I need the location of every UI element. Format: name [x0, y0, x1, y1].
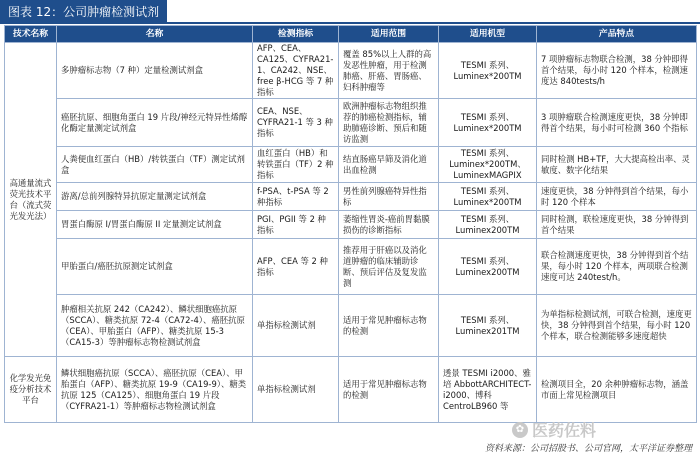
scope-cell: 推荐用于肝癌以及消化道肿瘤的临床辅助诊断、预后评估及复发监测 [339, 239, 439, 295]
watermark [512, 418, 596, 441]
scope-cell: 适用于常见肿瘤标志物的检测 [339, 295, 439, 357]
table-header-row [5, 26, 697, 43]
indicator-cell: 血红蛋白（HB）和转铁蛋白（TF）2 种指标 [253, 147, 339, 183]
table-row [5, 99, 697, 147]
model-cell: TESMI 系列、Luminex200TM [439, 239, 537, 295]
indicator-cell: 单指标检测试剂 [253, 295, 339, 357]
source-note: 资料来源：公司招股书、公司官网，太平洋证券整理 [484, 444, 692, 454]
model-cell: TESMI 系列、Luminex*200TM、LuminexMAGPIX [439, 147, 537, 183]
header-scope: 适用范围 [339, 26, 439, 43]
feature-cell: 同时检测，联检速度更快，38 分钟得到首个结果 [537, 211, 697, 239]
scope-cell: 男性前列腺癌特异性指标 [339, 183, 439, 211]
wechat-icon: ✿ [512, 422, 528, 438]
table-row [5, 147, 697, 183]
name-cell: 癌胚抗原、细胞角蛋白 19 片段/神经元特异性烯醇化酶定量测定试剂盒 [57, 99, 253, 147]
model-cell: TESMI 系列、Luminex201TM [439, 295, 537, 357]
scope-cell: 覆盖 85%以上人群的高发恶性肿瘤，用于检测肺癌、肝癌、胃肠癌、妇科肿瘤等 [339, 43, 439, 99]
model-cell: TESMI 系列、Luminex*200TM [439, 99, 537, 147]
title-rule [167, 0, 700, 24]
feature-cell: 同时检测 HB+TF，大大提高检出率、灵敏度、数字化结果 [537, 147, 697, 183]
indicator-cell: CEA、NSE、CYFRA21-1 等 3 种指标 [253, 99, 339, 147]
indicator-cell: f-PSA、t-PSA 等 2 种指标 [253, 183, 339, 211]
tech-cell: 高通量流式荧光技术平台（流式荧光发光法） [5, 43, 57, 357]
figure-label: 图表 12：公司肿瘤检测试剂 [0, 0, 167, 24]
name-cell: 人粪便血红蛋白（HB）/转铁蛋白（TF）测定试剂盒 [57, 147, 253, 183]
watermark-text: 医药佐料 [531, 421, 596, 440]
scope-cell: 萎缩性胃炎-癌前胃黏膜损伤的诊断指标 [339, 211, 439, 239]
name-cell: 多肿瘤标志物（7 种）定量检测试剂盒 [57, 43, 253, 99]
indicator-cell: 单指标检测试剂 [253, 357, 339, 423]
scope-cell: 适用于常见肿瘤标志物的检测 [339, 357, 439, 423]
name-cell: 甲胎蛋白/癌胚抗原测定试剂盒 [57, 239, 253, 295]
feature-cell: 检测项目全，20 余种肿瘤标志物，涵盖市面上常见检测项目 [537, 357, 697, 423]
name-cell: 胃蛋白酶原 I/胃蛋白酶原 II 定量测定试剂盒 [57, 211, 253, 239]
table-row [5, 239, 697, 295]
figure-title-bar [0, 0, 700, 24]
table-row [5, 43, 697, 99]
table-row [5, 295, 697, 357]
model-cell: TESMI 系列、Luminex200TM [439, 211, 537, 239]
header-tech: 技术名称 [5, 26, 57, 43]
name-cell: 游离/总前列腺特异抗原定量测定试剂盒 [57, 183, 253, 211]
scope-cell: 结直肠癌早筛及消化道出血检测 [339, 147, 439, 183]
indicator-cell: AFP、CEA、CA125、CYFRA21-1、CA242、NSE、free β-HCG 等 7 种指标 [253, 43, 339, 99]
model-cell: TESMI 系列、Luminex*200TM [439, 43, 537, 99]
name-cell: 肿瘤相关抗原 242（CA242）、鳞状细胞癌抗原（SCCA）、糖类抗原 72-4（CA72-4）、癌胚抗原（CEA）、甲胎蛋白（AFP）、糖类抗原 15-3（CA15-3）等肿瘤标志物检测试剂盒 [57, 295, 253, 357]
feature-cell: 速度更快，38 分钟得到首个结果，每小时 120 个样本 [537, 183, 697, 211]
model-cell: 透景 TESMI i2000、雅培 AbbottARCHITECT-i2000、博科 CentroLB960 等 [439, 357, 537, 423]
header-name: 名称 [57, 26, 253, 43]
header-feature: 产品特点 [537, 26, 697, 43]
header-indicator: 检测指标 [253, 26, 339, 43]
header-model: 适用机型 [439, 26, 537, 43]
feature-cell: 为单指标检测试剂，可联合检测，速度更快，38 分钟得到首个结果，每小时 120 个样本，联合检测能够多速度超快 [537, 295, 697, 357]
feature-cell: 3 项肿瘤联合检测速度更快，38 分钟即得首个结果，每小时可检测 360 个指标 [537, 99, 697, 147]
indicator-cell: AFP、CEA 等 2 种指标 [253, 239, 339, 295]
product-table [4, 25, 697, 423]
table-row [5, 183, 697, 211]
indicator-cell: PGI、PGII 等 2 种指标 [253, 211, 339, 239]
table-row [5, 357, 697, 423]
tech-cell: 化学发光免疫分析技术平台 [5, 357, 57, 423]
model-cell: TESMI 系列、Luminex*200TM [439, 183, 537, 211]
feature-cell: 联合检测速度更快，38 分钟得到首个结果，每小时 120 个样本，两项联合检测速度可达 240test/h。 [537, 239, 697, 295]
name-cell: 鳞状细胞癌抗原（SCCA）、癌胚抗原（CEA）、甲胎蛋白（AFP）、糖类抗原 19-9（CA19-9）、糖类抗原 125（CA125）、细胞角蛋白 19 片段（CYFRA21-1）等肿瘤标志物检测试剂盒 [57, 357, 253, 423]
scope-cell: 欧洲肿瘤标志物组织推荐的肺癌检测指标，辅助肺癌诊断、预后和随访监测 [339, 99, 439, 147]
table-row [5, 211, 697, 239]
feature-cell: 7 项肿瘤标志物联合检测，38 分钟即得首个结果，每小时 120 个样本，检测速度达 840tests/h [537, 43, 697, 99]
